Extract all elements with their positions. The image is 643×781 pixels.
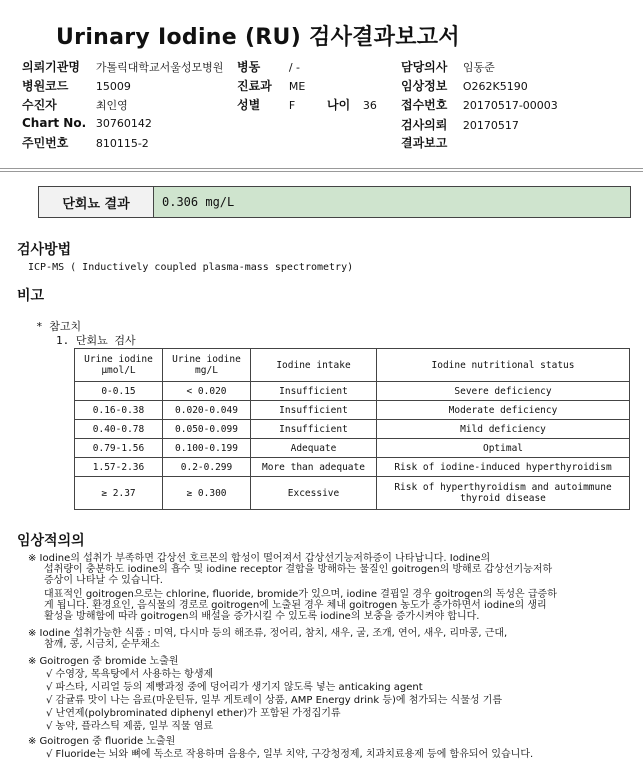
age-value: 36	[362, 99, 377, 112]
cell: Optimal	[377, 439, 630, 458]
clinical-line: √ 파스타, 시리얼 등의 제빵과정 중에 덩어리가 생기지 않도록 넣는 anticaking agent	[46, 682, 423, 693]
chart-value: 30760142	[95, 117, 152, 130]
header-status: Iodine nutritional status	[377, 349, 630, 382]
table-row	[75, 439, 630, 458]
header-umol-line2: μmol/L	[101, 365, 136, 376]
result-label: 단회뇨 결과	[39, 187, 154, 217]
examinee-field	[22, 96, 128, 113]
table-row	[75, 382, 630, 401]
request-field	[401, 116, 519, 133]
cell: 0.79-1.56	[75, 439, 163, 458]
sex-value: F	[288, 99, 296, 112]
clinical-line: ※ Goitrogen 중 fluoride 노출원	[28, 736, 176, 747]
clinical-line: √ 수영장, 목욕탕에서 사용하는 항생제	[46, 669, 214, 680]
clinical-info-label: 임상정보	[401, 79, 448, 93]
table-row	[75, 420, 630, 439]
result-value: 0.306 mg/L	[154, 187, 630, 217]
cell: More than adequate	[251, 458, 377, 477]
method-heading: 검사방법	[17, 242, 72, 258]
resident-field	[22, 134, 149, 151]
cell: ≥ 0.300	[163, 477, 251, 510]
clinical-info-field	[401, 77, 528, 94]
dept-field	[237, 77, 305, 94]
cell: 0.100-0.199	[163, 439, 251, 458]
cell: Insufficient	[251, 382, 377, 401]
cell: Severe deficiency	[377, 382, 630, 401]
clinical-heading: 임상적의의	[17, 533, 85, 549]
single-urine-heading: 1. 단회뇨 검사	[56, 334, 136, 347]
clinical-line: √ Fluoride는 뇌와 뼈에 독소로 작용하며 음용수, 일부 치약, 구강청정제, 치과치료용제 등에 함유되어 있습니다.	[46, 749, 534, 760]
request-label: 검사의뢰	[401, 118, 448, 132]
clinical-line: ※ Iodine의 섭취가 부족하면 갑상선 호르몬의 합성이 떨어져서 갑상선기능저하증이 나타납니다. Iodine의	[28, 553, 491, 564]
header-mg-line1: Urine iodine	[172, 354, 241, 365]
report-title: Urinary Iodine (RU) 검사결과보고서	[56, 25, 460, 50]
institution-label: 의뢰기관명	[22, 60, 80, 74]
doctor-value: 임동준	[462, 61, 495, 74]
result-report-label: 결과보고	[401, 136, 448, 150]
doctor-label: 담당의사	[401, 60, 448, 74]
resident-value: 810115-2	[95, 137, 149, 150]
hospital-code-label: 병원코드	[22, 79, 69, 93]
sex-label: 성별	[237, 98, 261, 112]
cell: 0.40-0.78	[75, 420, 163, 439]
result-box	[38, 186, 631, 218]
cell: Risk of iodine-induced hyperthyroidism	[377, 458, 630, 477]
age-label: 나이	[327, 98, 351, 112]
cell: 0.020-0.049	[163, 401, 251, 420]
result-report-field	[401, 134, 447, 151]
header-umol-line1: Urine iodine	[84, 354, 153, 365]
receipt-field	[401, 96, 558, 113]
age-field	[327, 96, 377, 113]
clinical-line: 섭취량이 충분하도 iodine의 흡수 및 iodine receptor 결합을 방해하는 물질인 goitrogen의 방해로 갑상선기능저하	[44, 564, 553, 575]
header-intake: Iodine intake	[251, 349, 377, 382]
table-row	[75, 401, 630, 420]
cell: Excessive	[251, 477, 377, 510]
cell: 1.57-2.36	[75, 458, 163, 477]
clinical-line: 활성을 방해함에 따라 goitrogen의 배설을 증가시킬 수 있도록 iodine의 보충을 증가시켜야 합니다.	[44, 611, 480, 622]
institution-field	[22, 58, 223, 75]
chart-field	[22, 116, 152, 130]
ward-label: 병동	[237, 60, 261, 74]
cell: 0-0.15	[75, 382, 163, 401]
dept-label: 진료과	[237, 79, 272, 93]
chart-label: Chart No.	[22, 116, 87, 130]
cell: Insufficient	[251, 401, 377, 420]
sex-field	[237, 96, 295, 113]
divider	[0, 168, 643, 169]
reference-table	[74, 348, 630, 510]
clinical-info-value: O262K5190	[462, 80, 528, 93]
examinee-label: 수진자	[22, 98, 57, 112]
cell: Insufficient	[251, 420, 377, 439]
hospital-code-value: 15009	[95, 80, 131, 93]
header-umol	[75, 349, 163, 382]
remarks-heading: 비고	[17, 288, 45, 304]
institution-value: 가톨릭대학교서울성모병원	[95, 61, 224, 74]
method-text: ICP-MS ( Inductively coupled plasma-mass spectrometry)	[28, 262, 354, 273]
cell: ≥ 2.37	[75, 477, 163, 510]
examinee-value: 최인영	[95, 99, 128, 112]
cell: 0.16-0.38	[75, 401, 163, 420]
cell: Risk of hyperthyroidism and autoimmune thyroid disease	[377, 477, 630, 510]
clinical-line: 증상이 나타날 수 있습니다.	[44, 575, 163, 586]
receipt-value: 20170517-00003	[462, 99, 558, 112]
ward-field	[237, 58, 300, 75]
clinical-line: 게 됩니다. 환경요인, 음식물의 경로로 goitrogen에 노출된 경우 체내 goitrogen 농도가 증가하면서 iodine의 생리	[44, 600, 547, 611]
header-mg	[163, 349, 251, 382]
table-row	[75, 477, 630, 510]
clinical-line: ※ Iodine 섭취가능한 식품 : 미역, 다시마 등의 해조류, 정어리, 참치, 새우, 굴, 조개, 연어, 새우, 리마콩, 근대,	[28, 628, 508, 639]
cell: < 0.020	[163, 382, 251, 401]
cell: Mild deficiency	[377, 420, 630, 439]
header-mg-line2: mg/L	[195, 365, 218, 376]
clinical-line: √ 감귤류 맛이 나는 음료(마운틴듀, 일부 게토레이 상품, AMP Energy drink 등)에 첨가되는 식물성 기름	[46, 695, 503, 706]
clinical-line: 대표적인 goitrogen으로는 chlorine, fluoride, bromide가 있으며, iodine 결핍일 경우 goitrogen의 독성은 급증하	[44, 589, 557, 600]
table-header-row	[75, 349, 630, 382]
table-row	[75, 458, 630, 477]
clinical-line: 참깨, 콩, 시금치, 순무채소	[44, 639, 160, 650]
receipt-label: 접수번호	[401, 98, 448, 112]
clinical-line: √ 농약, 플라스틱 제품, 일부 직물 염료	[46, 721, 214, 732]
reference-heading: * 참고치	[36, 320, 82, 333]
doctor-field	[401, 58, 495, 75]
clinical-line: √ 난연제(polybrominated diphenyl ether)가 포함된 가정집기류	[46, 708, 341, 719]
dept-value: ME	[288, 80, 306, 93]
cell: 0.050-0.099	[163, 420, 251, 439]
hospital-code-field	[22, 77, 131, 94]
ward-value: / -	[288, 61, 300, 74]
cell: Adequate	[251, 439, 377, 458]
cell: 0.2-0.299	[163, 458, 251, 477]
divider	[0, 171, 643, 172]
request-value: 20170517	[462, 119, 519, 132]
resident-label: 주민번호	[22, 136, 69, 150]
cell: Moderate deficiency	[377, 401, 630, 420]
clinical-line: ※ Goitrogen 중 bromide 노출원	[28, 656, 179, 667]
